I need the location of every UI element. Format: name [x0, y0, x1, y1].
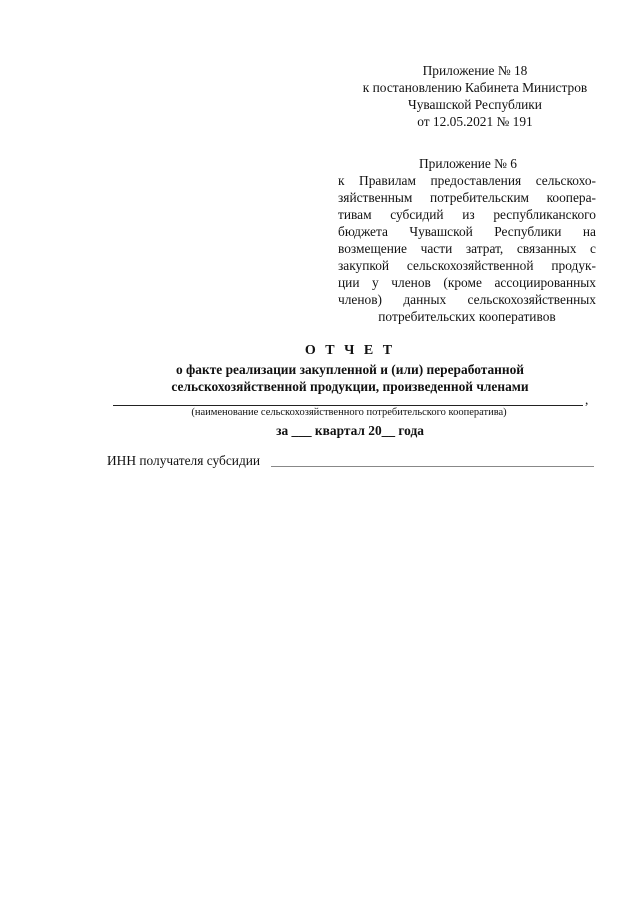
inn-label: ИНН получателя субсидии [107, 453, 261, 468]
appendix-6-line: ции у членов (кроме ассоциированных [338, 275, 596, 290]
appendix-6-line: возмещение части затрат, связанных с [338, 241, 596, 256]
report-period: за ___ квартал 20__ года [276, 423, 424, 438]
appendix-6-line: членов) данных сельскохозяйственных [338, 292, 596, 307]
appendix-18-date: от 12.05.2021 № 191 [417, 114, 533, 129]
appendix-6-line: зяйственным потребительским коопера- [338, 190, 596, 205]
report-subtitle-line-1: о факте реализации закупленной и (или) переработанной [175, 362, 525, 377]
appendix-6-last-line: потребительских кооперативов [378, 309, 556, 324]
inn-field[interactable] [271, 466, 594, 467]
appendix-6-line: бюджета Чувашской Республики на [338, 224, 596, 239]
appendix-6-line: тивам субсидий из республиканского [338, 207, 596, 222]
appendix-6-text [338, 172, 596, 325]
cooperative-name-comma: , [585, 392, 589, 407]
appendix-18-republic: Чувашской Республики [408, 97, 542, 112]
appendix-6-line: к Правилам предоставления сельскохо- [338, 173, 596, 188]
appendix-18-number: Приложение № 18 [422, 63, 528, 78]
appendix-18-block [330, 62, 620, 130]
report-subtitle-line-2: сельскохозяйственной продукции, произведенной членами [171, 379, 529, 394]
cooperative-name-caption: (наименование сельскохозяйственного потребительского кооператива) [191, 407, 507, 418]
appendix-6-line: закупкой сельскохозяйственной продук- [338, 258, 596, 273]
appendix-6-title: Приложение № 6 [418, 156, 518, 171]
report-subtitle [0, 361, 640, 395]
cooperative-name-field[interactable] [113, 405, 583, 406]
report-title: О Т Ч Е Т [304, 343, 396, 358]
appendix-18-resolution: к постановлению Кабинета Министров [362, 80, 588, 95]
